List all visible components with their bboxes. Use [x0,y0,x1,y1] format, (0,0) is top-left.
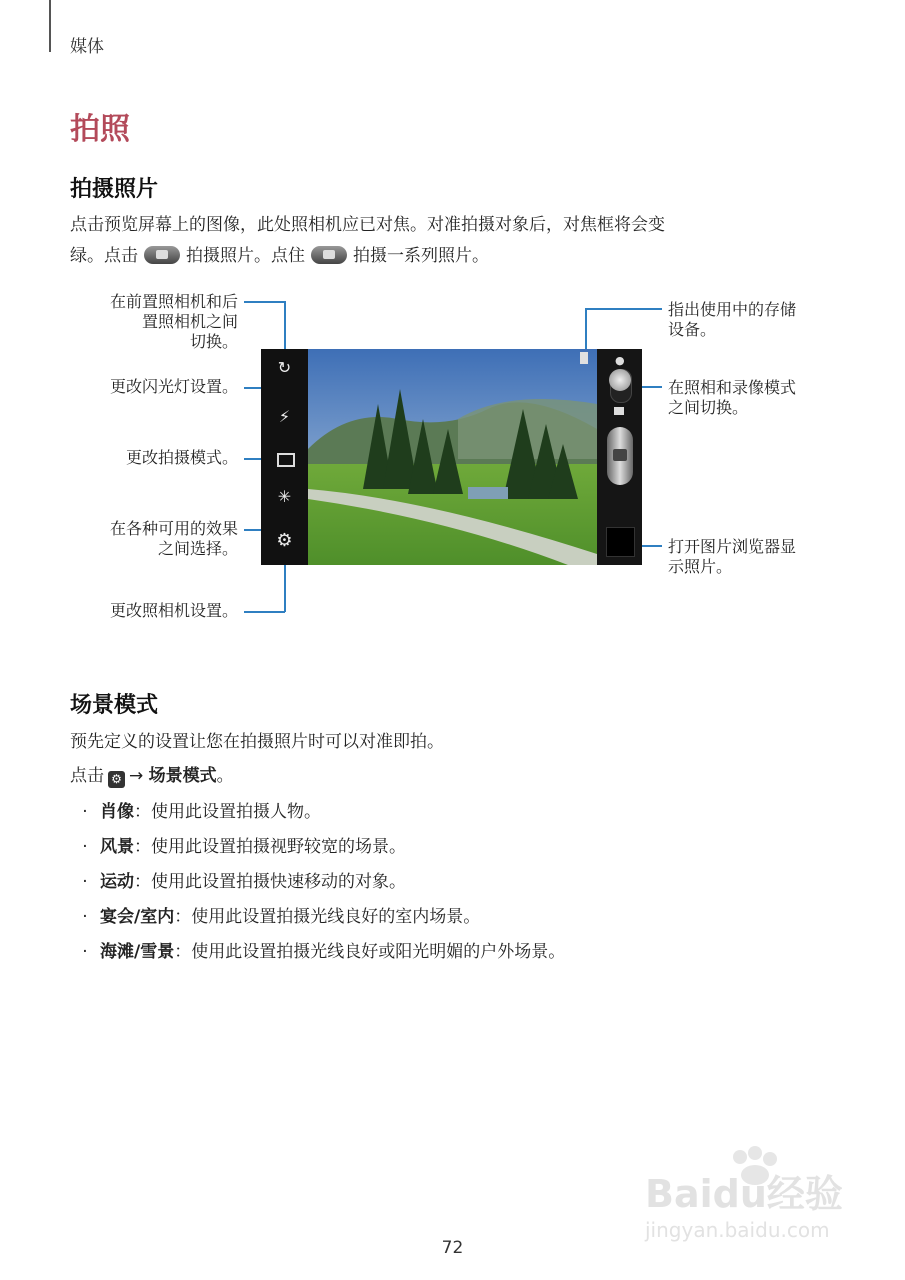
take-photo-paragraph [70,210,840,272]
shutter-icon [613,449,627,461]
shutter-button-inline-icon-2 [311,246,347,264]
callout-mode-switch: 在照相和录像模式 之间切换。 [668,378,797,417]
take-photo-heading: 拍摄照片 [70,177,159,202]
camera-left-toolbar [261,349,308,565]
camera-preview[interactable] [308,349,597,565]
take-photo-line-2: 绿。点击 拍摄照片。点住 拍摄一系列照片。 [70,246,489,266]
scene-mode-intro: 预先定义的设置让您在拍摄照片时可以对准即拍。 [70,732,444,752]
scene-mode-heading: 场景模式 [70,693,159,718]
video-icon [614,407,624,415]
callout-shooting-mode: 更改拍摄模式。 [125,448,238,467]
gallery-thumbnail[interactable] [606,527,635,557]
page-number: 72 [441,1238,464,1258]
landscape-preview-image [308,349,597,565]
baidu-watermark [640,1145,855,1245]
mode-toggle-knob[interactable] [609,369,631,391]
camera-screenshot [261,349,642,565]
switch-camera-icon[interactable]: ↻ [277,358,292,377]
flash-off-icon[interactable]: ⚡ [278,407,291,426]
list-item: · 宴会/室内：使用此设置拍摄光线良好的室内场景。 [82,907,481,927]
callout-effects: 在各种可用的效果 之间选择。 [109,519,238,558]
header-rule [49,0,51,52]
storage-indicator-icon [580,352,588,364]
callout-settings: 更改照相机设置。 [109,601,238,620]
effects-icon[interactable]: ✳ [277,487,292,506]
callout-flash: 更改闪光灯设置。 [109,377,238,396]
list-item: · 运动：使用此设置拍摄快速移动的对象。 [82,872,406,892]
list-item: · 海滩/雪景：使用此设置拍摄光线良好或阳光明媚的户外场景。 [82,942,566,962]
list-item: · 肖像：使用此设置拍摄人物。 [82,802,321,822]
shutter-button-inline-icon [144,246,180,264]
section-label: 媒体 [70,37,104,57]
watermark-url: jingyan.baidu.com [645,1218,830,1242]
take-photo-line-1: 点击预览屏幕上的图像，此处照相机应已对焦。对准拍摄对象后，对焦框将会变 [70,215,665,235]
gear-icon-inline: ⚙ [108,771,125,788]
page-title: 拍照 [70,112,130,147]
list-item: · 风景：使用此设置拍摄视野较宽的场景。 [82,837,406,857]
callout-storage: 指出使用中的存储 设备。 [668,300,797,339]
gear-icon[interactable]: ⚙ [276,530,293,551]
callout-gallery: 打开图片浏览器显 示照片。 [668,537,797,576]
scene-mode-instruction: 点击 ⚙ → 场景模式。 [70,766,234,786]
camera-icon: ● [615,354,625,367]
watermark-brand: Baidu经验 [645,1172,843,1216]
callout-switch-camera: 在前置照相机和后 置照相机之间 切换。 [109,292,238,351]
camera-right-toolbar [597,349,642,565]
shooting-mode-icon[interactable] [277,453,295,467]
